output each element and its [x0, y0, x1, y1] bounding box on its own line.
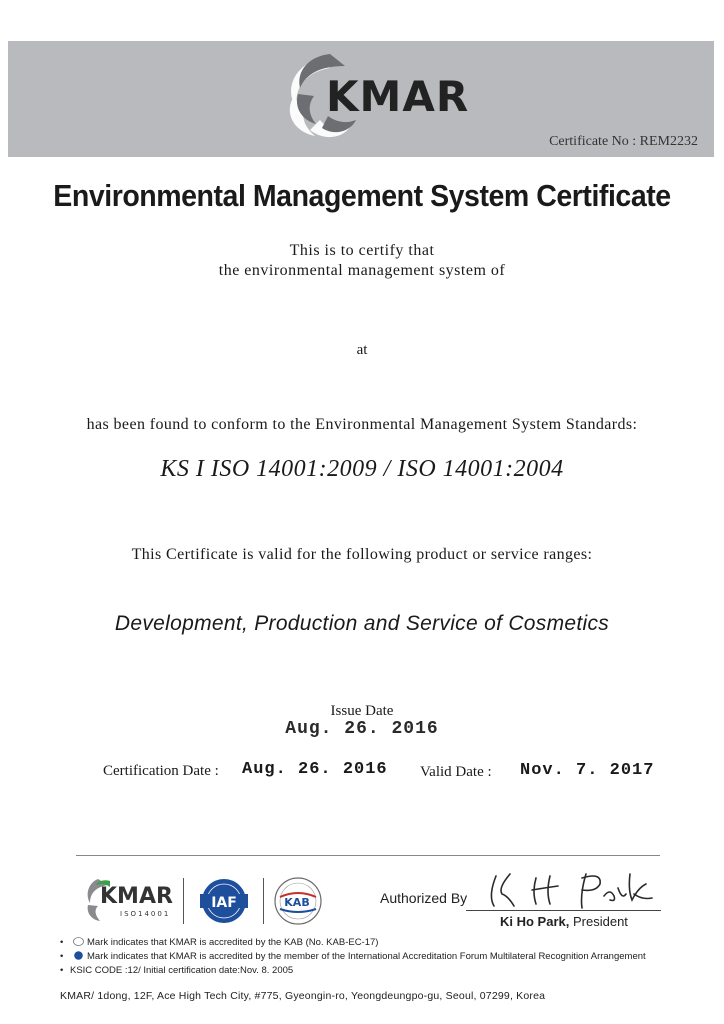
iaf-mark-icon [190, 877, 258, 925]
signer-name: Ki Ho Park, [500, 914, 570, 929]
at-text: at [356, 342, 368, 358]
kab-text: KAB [284, 896, 310, 909]
footer-logo-subtext: ISO14001 [120, 910, 171, 918]
valid-scope-intro: This Certificate is valid for the following product or service ranges: [131, 546, 593, 563]
certify-line-1: This is to certify that [289, 242, 435, 259]
logo-separator [183, 878, 184, 924]
valid-date-value: Nov. 7. 2017 [520, 761, 655, 780]
footer-divider [76, 855, 660, 856]
kab-mark-icon [270, 875, 326, 927]
footer-notes [60, 936, 646, 978]
header-logo-text: KMAR [326, 72, 470, 121]
authorized-by-label: Authorized By [380, 890, 468, 906]
signature-line [466, 910, 661, 911]
issue-date-label: Issue Date [330, 703, 394, 719]
signer [500, 914, 628, 929]
note-iaf: • Mark indicates that KMAR is accredited by the member of the International Accreditation Forum Multilateral Recognition Arrangement [60, 951, 646, 962]
conform-statement: has been found to conform to the Environmental Management System Standards: [86, 416, 638, 433]
certificate-number: Certificate No : REM2232 [549, 134, 698, 149]
note-kab: • Mark indicates that KMAR is accredited by the KAB (No. KAB-EC-17) [60, 937, 379, 948]
certification-date-label: Certification Date : [103, 763, 219, 779]
standard-name: KS I ISO 14001:2009 / ISO 14001:2004 [160, 456, 564, 482]
logo-separator-2 [263, 878, 264, 924]
certify-line-2: the environmental management system of [218, 262, 506, 279]
iaf-text: IAF [211, 895, 237, 911]
issue-date-value: Aug. 26. 2016 [285, 719, 439, 739]
footer-address: KMAR/ 1dong, 12F, Ace High Tech City, #775, Gyeongin-ro, Yeongdeungpo-gu, Seoul, 07299, Korea [60, 990, 546, 1002]
footer-logo-text: KMAR [100, 884, 173, 909]
signature-icon [476, 866, 666, 914]
certificate-title: Environmental Management System Certificate [53, 178, 671, 213]
kab-mini-icon [73, 937, 84, 946]
note-ksic: • KSIC CODE :12/ Initial certification date:Nov. 8. 2005 [60, 965, 294, 976]
signer-title: President [572, 914, 628, 929]
iaf-mini-icon [73, 951, 84, 960]
certification-date-value: Aug. 26. 2016 [242, 760, 388, 779]
scope-text: Development, Production and Service of Cosmetics [114, 612, 610, 635]
valid-date-label: Valid Date : [420, 764, 492, 780]
